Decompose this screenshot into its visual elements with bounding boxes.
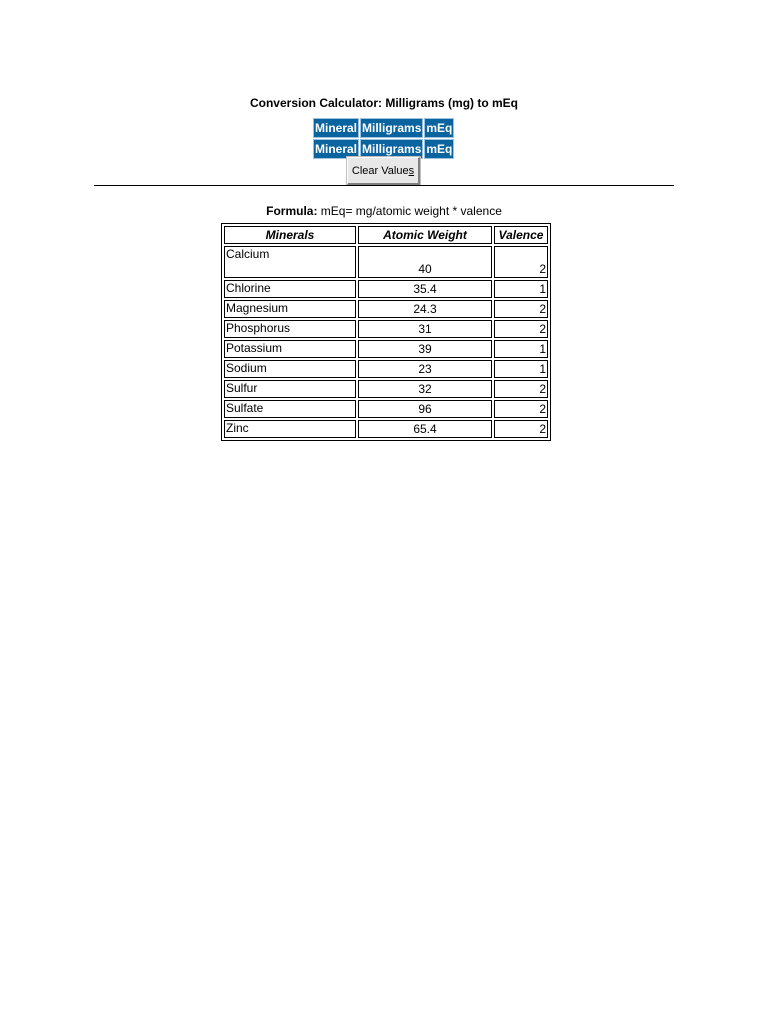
valence: 2: [494, 420, 548, 438]
clear-values-accesskey: s: [408, 164, 415, 177]
table-row: [224, 320, 548, 338]
table-row: [224, 420, 548, 438]
meq-field[interactable]: mEq: [424, 118, 454, 138]
valence: 2: [494, 380, 548, 398]
minerals-header-row: [224, 226, 548, 244]
mineral-field[interactable]: Mineral: [313, 118, 359, 138]
milligrams-field[interactable]: Milligrams: [360, 139, 423, 159]
formula-line: [0, 203, 768, 219]
table-row: [224, 360, 548, 378]
atomic-weight: 65.4: [358, 420, 492, 438]
header-atomic-weight: Atomic Weight: [358, 226, 492, 244]
calculator-row: [313, 118, 454, 138]
minerals-table: [221, 223, 551, 441]
calculator-row: [313, 139, 454, 159]
horizontal-divider: [94, 185, 674, 186]
valence: 2: [494, 400, 548, 418]
atomic-weight: 31: [358, 320, 492, 338]
mineral-name: Potassium: [224, 340, 356, 358]
clear-values-button[interactable]: [347, 157, 420, 185]
mineral-name: Phosphorus: [224, 320, 356, 338]
valence: 1: [494, 340, 548, 358]
atomic-weight: 23: [358, 360, 492, 378]
mineral-name: Chlorine: [224, 280, 356, 298]
calculator-table: [312, 117, 455, 160]
clear-values-label: Clear Value: [351, 164, 409, 177]
table-row: [224, 400, 548, 418]
atomic-weight: 24.3: [358, 300, 492, 318]
mineral-name: Sulfur: [224, 380, 356, 398]
valence: 1: [494, 280, 548, 298]
table-row: [224, 280, 548, 298]
valence: 1: [494, 360, 548, 378]
atomic-weight: 40: [358, 246, 492, 278]
valence: 2: [494, 300, 548, 318]
mineral-name: Calcium: [224, 246, 356, 278]
mineral-name: Sodium: [224, 360, 356, 378]
table-row: [224, 300, 548, 318]
mineral-field[interactable]: Mineral: [313, 139, 359, 159]
meq-field[interactable]: mEq: [424, 139, 454, 159]
atomic-weight: 32: [358, 380, 492, 398]
table-row: [224, 246, 548, 278]
header-minerals: Minerals: [224, 226, 356, 244]
mineral-name: Sulfate: [224, 400, 356, 418]
calculator-title: Conversion Calculator: Milligrams (mg) to mEq: [249, 96, 519, 110]
formula-text: mEq= mg/atomic weight * valence: [317, 204, 502, 218]
mineral-name: Zinc: [224, 420, 356, 438]
mineral-name: Magnesium: [224, 300, 356, 318]
milligrams-field[interactable]: Milligrams: [360, 118, 423, 138]
atomic-weight: 39: [358, 340, 492, 358]
header-valence: Valence: [494, 226, 548, 244]
atomic-weight: 35.4: [358, 280, 492, 298]
valence: 2: [494, 246, 548, 278]
atomic-weight: 96: [358, 400, 492, 418]
formula-label: Formula:: [266, 204, 318, 218]
valence: 2: [494, 320, 548, 338]
table-row: [224, 340, 548, 358]
table-row: [224, 380, 548, 398]
